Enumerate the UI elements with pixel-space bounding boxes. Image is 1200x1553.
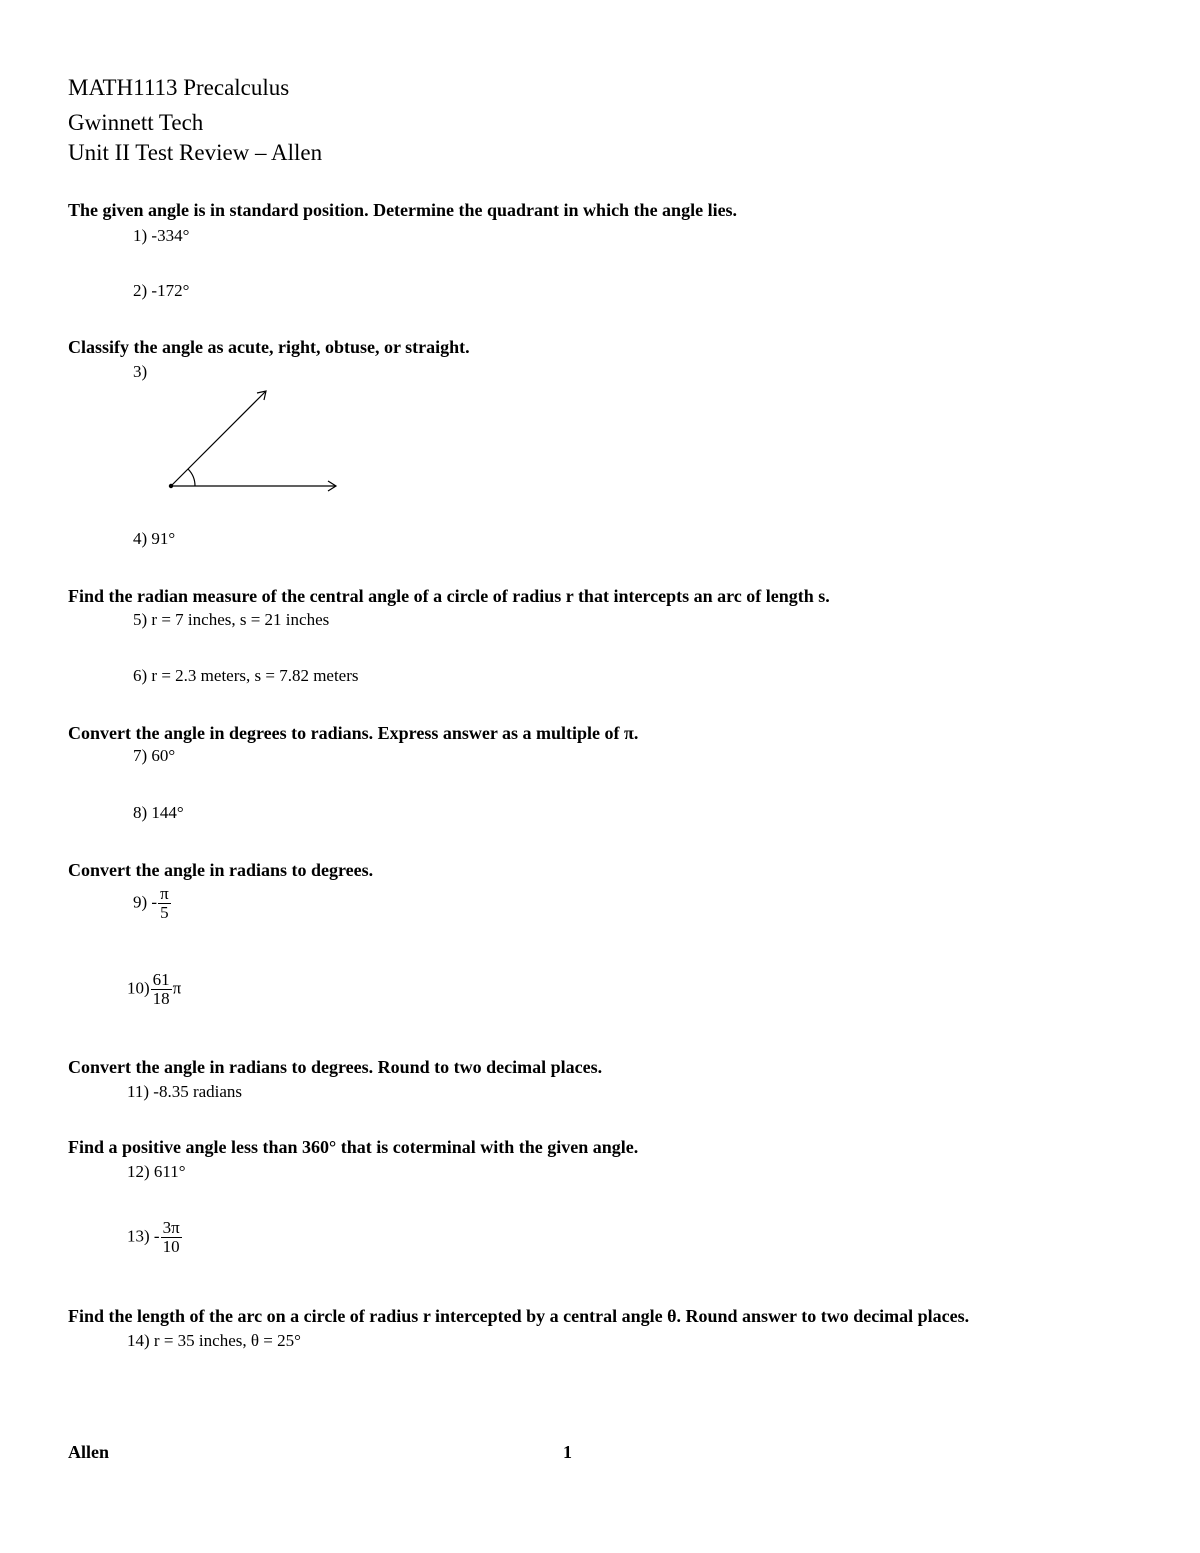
problem-12: 12) 611° bbox=[127, 1162, 186, 1181]
problem-4: 4) 91° bbox=[133, 529, 176, 548]
diagonal-ray bbox=[171, 392, 265, 486]
problem-14: 14) r = 35 inches, θ = 25° bbox=[127, 1331, 301, 1350]
instruction-quadrant: The given angle is in standard position. Determine the quadrant in which the angle lies. bbox=[68, 200, 738, 220]
instruction-coterminal: Find a positive angle less than 360° that is coterminal with the given angle. bbox=[68, 1137, 639, 1157]
instruction-arc-length: Find the length of the arc on a circle of radius r intercepted by a central angle θ. Round answer to two decimal places. bbox=[68, 1306, 970, 1326]
test-title: Unit II Test Review – Allen bbox=[68, 140, 323, 165]
instruction-rad-to-deg-round: Convert the angle in radians to degrees. Round to two decimal places. bbox=[68, 1057, 603, 1077]
angle-arc bbox=[188, 469, 195, 486]
instruction-rad-to-deg: Convert the angle in radians to degrees. bbox=[68, 860, 374, 880]
page-number: 1 bbox=[563, 1442, 572, 1462]
problem-11: 11) -8.35 radians bbox=[127, 1082, 243, 1101]
vertex-dot bbox=[169, 484, 173, 488]
problem-5: 5) r = 7 inches, s = 21 inches bbox=[133, 610, 330, 629]
instruction-radian-measure: Find the radian measure of the central angle of a circle of radius r that intercepts an arc of length s. bbox=[68, 586, 830, 606]
problem-7: 7) 60° bbox=[133, 746, 176, 765]
problem-2: 2) -172° bbox=[133, 281, 190, 300]
problem-1: 1) -334° bbox=[133, 226, 190, 245]
problem-8: 8) 144° bbox=[133, 803, 184, 822]
problem-10: 10) $\frac{61}{18}$ π bbox=[127, 970, 182, 1008]
angle-figure bbox=[160, 380, 350, 500]
footer-author: Allen bbox=[68, 1442, 110, 1462]
course-title: MATH1113 Precalculus bbox=[68, 75, 290, 100]
problem-13: 13) - $\frac{3\pi}{10}$ bbox=[127, 1218, 180, 1256]
problem-6: 6) r = 2.3 meters, s = 7.82 meters bbox=[133, 666, 359, 685]
school-name: Gwinnett Tech bbox=[68, 110, 204, 135]
problem-3: 3) bbox=[133, 362, 148, 381]
problem-9: 9) - $\frac{\pi}{5}$ bbox=[133, 884, 169, 922]
instruction-deg-to-rad: Convert the angle in degrees to radians. Express answer as a multiple of π. bbox=[68, 723, 639, 743]
instruction-classify: Classify the angle as acute, right, obtuse, or straight. bbox=[68, 337, 470, 357]
